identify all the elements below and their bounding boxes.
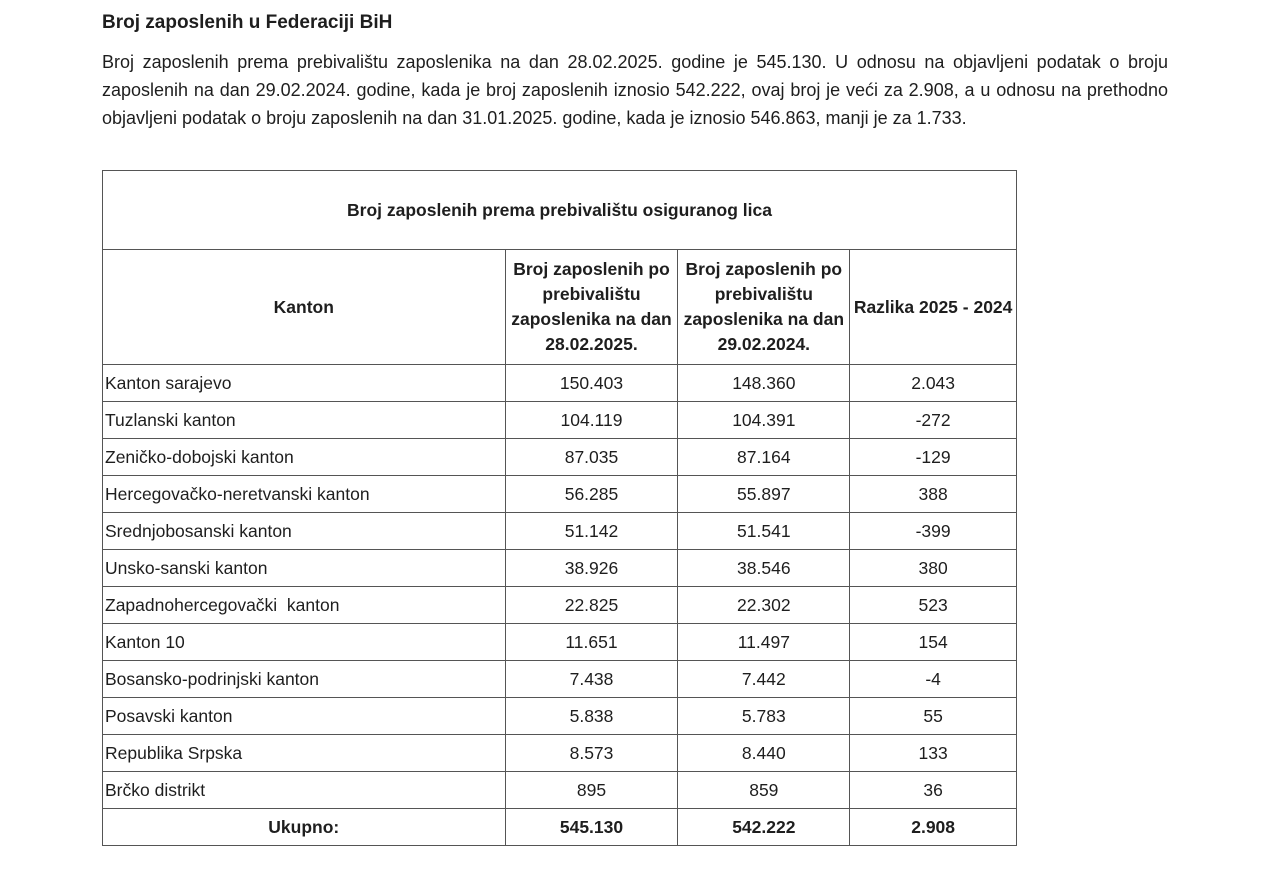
value-difference: 380 <box>850 550 1017 587</box>
kanton-name: Zeničko-dobojski kanton <box>103 439 506 476</box>
value-2024: 104.391 <box>678 402 850 439</box>
value-2024: 148.360 <box>678 365 850 402</box>
value-2024: 11.497 <box>678 624 850 661</box>
value-2025: 11.651 <box>505 624 678 661</box>
table-row <box>103 402 1017 439</box>
total-2024: 542.222 <box>678 809 850 846</box>
value-2024: 38.546 <box>678 550 850 587</box>
table-row <box>103 698 1017 735</box>
total-difference: 2.908 <box>850 809 1017 846</box>
total-2025: 545.130 <box>505 809 678 846</box>
kanton-name: Kanton 10 <box>103 624 506 661</box>
value-difference: 55 <box>850 698 1017 735</box>
value-2025: 87.035 <box>505 439 678 476</box>
value-2025: 8.573 <box>505 735 678 772</box>
kanton-name: Zapadnohercegovački kanton <box>103 587 506 624</box>
value-difference: 133 <box>850 735 1017 772</box>
value-difference: 388 <box>850 476 1017 513</box>
table-row <box>103 365 1017 402</box>
value-2024: 7.442 <box>678 661 850 698</box>
intro-paragraph: Broj zaposlenih prema prebivalištu zaposlenika na dan 28.02.2025. godine je 545.130. U odnosu na objavljeni podatak o broju zaposlenih na dan 29.02.2024. godine, kada je broj zaposlenih iznosio 542.222, ovaj broj je veći za 2.908, a u odnosu na prethodno objavljeni podatak o broju zaposlenih na dan 31.01.2025. godine, kada je iznosio 546.863, manji je za 1.733. <box>102 52 1168 128</box>
table-row <box>103 550 1017 587</box>
value-2025: 7.438 <box>505 661 678 698</box>
header-razlika: Razlika 2025 - 2024 <box>850 250 1017 365</box>
kanton-name: Kanton sarajevo <box>103 365 506 402</box>
value-difference: -4 <box>850 661 1017 698</box>
value-2024: 22.302 <box>678 587 850 624</box>
value-difference: -129 <box>850 439 1017 476</box>
table-total-row <box>103 809 1017 846</box>
kanton-name: Bosansko-podrinjski kanton <box>103 661 506 698</box>
table-header-row <box>103 250 1017 365</box>
kanton-name: Tuzlanski kanton <box>103 402 506 439</box>
value-difference: 523 <box>850 587 1017 624</box>
value-2025: 895 <box>505 772 678 809</box>
employment-table <box>102 170 1017 846</box>
value-2025: 104.119 <box>505 402 678 439</box>
table-row <box>103 587 1017 624</box>
value-difference: -399 <box>850 513 1017 550</box>
value-2024: 5.783 <box>678 698 850 735</box>
table-row <box>103 624 1017 661</box>
value-2025: 150.403 <box>505 365 678 402</box>
kanton-name: Posavski kanton <box>103 698 506 735</box>
value-2024: 87.164 <box>678 439 850 476</box>
value-2024: 51.541 <box>678 513 850 550</box>
value-2025: 5.838 <box>505 698 678 735</box>
value-2025: 38.926 <box>505 550 678 587</box>
value-difference: 36 <box>850 772 1017 809</box>
table-title-row <box>103 171 1017 250</box>
value-2025: 51.142 <box>505 513 678 550</box>
kanton-name: Srednjobosanski kanton <box>103 513 506 550</box>
table-row <box>103 661 1017 698</box>
kanton-name: Unsko-sanski kanton <box>103 550 506 587</box>
page-title: Broj zaposlenih u Federaciji BiH <box>102 12 393 33</box>
kanton-name: Hercegovačko-neretvanski kanton <box>103 476 506 513</box>
value-2024: 859 <box>678 772 850 809</box>
value-difference: -272 <box>850 402 1017 439</box>
value-difference: 2.043 <box>850 365 1017 402</box>
header-kanton: Kanton <box>103 250 506 365</box>
header-2025: Broj zaposlenih po prebivalištu zaposlenika na dan 28.02.2025. <box>505 250 678 365</box>
table-row <box>103 439 1017 476</box>
table-row <box>103 476 1017 513</box>
table-row <box>103 735 1017 772</box>
value-2024: 55.897 <box>678 476 850 513</box>
value-2025: 22.825 <box>505 587 678 624</box>
value-2024: 8.440 <box>678 735 850 772</box>
table-row <box>103 772 1017 809</box>
kanton-name: Brčko distrikt <box>103 772 506 809</box>
table-title: Broj zaposlenih prema prebivalištu osiguranog lica <box>103 171 1017 250</box>
total-label: Ukupno: <box>103 809 506 846</box>
table-row <box>103 513 1017 550</box>
header-2024: Broj zaposlenih po prebivalištu zaposlenika na dan 29.02.2024. <box>678 250 850 365</box>
value-difference: 154 <box>850 624 1017 661</box>
value-2025: 56.285 <box>505 476 678 513</box>
kanton-name: Republika Srpska <box>103 735 506 772</box>
